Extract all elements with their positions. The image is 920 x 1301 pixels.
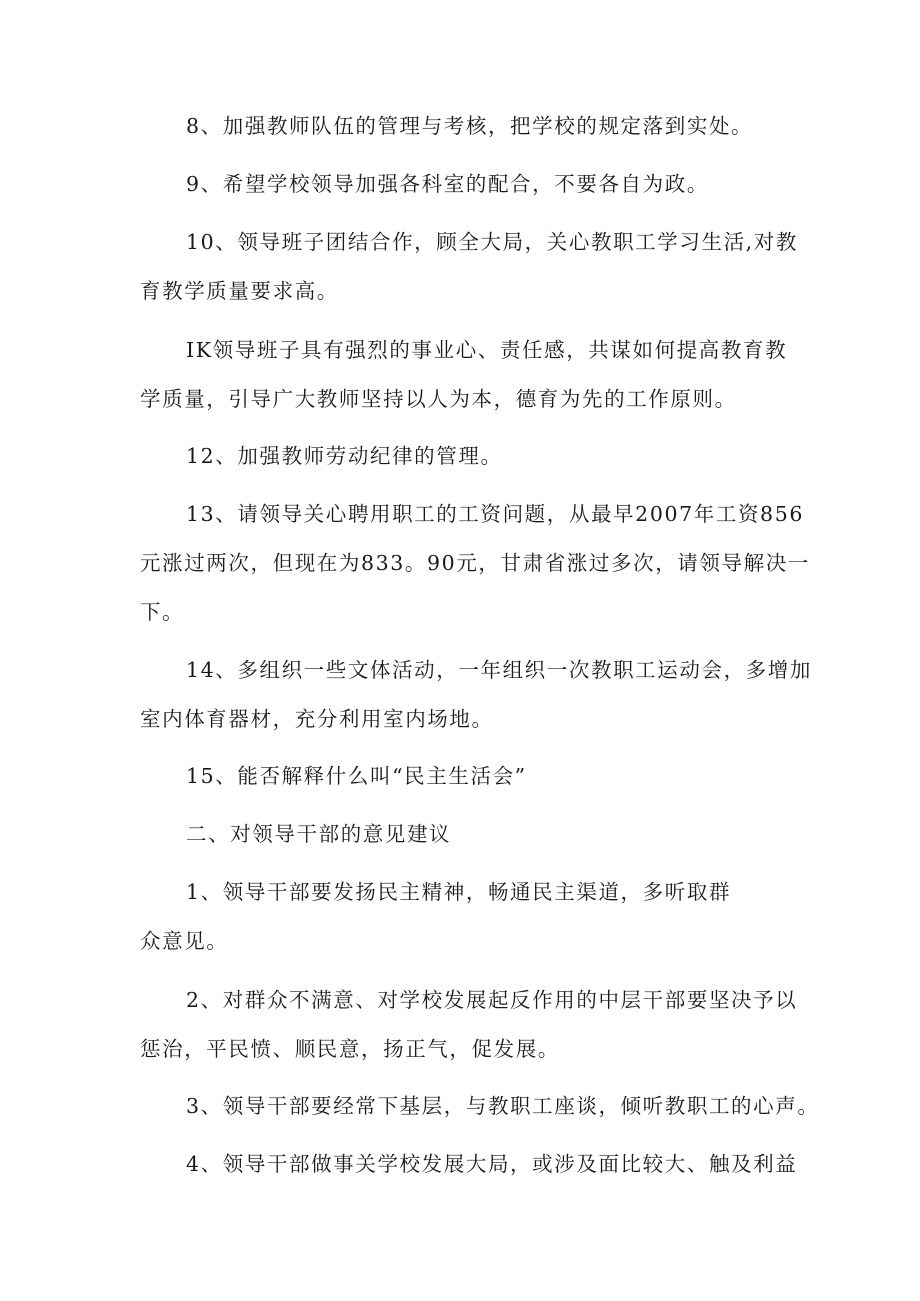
paragraph-line: 室内体育器材，充分利用室内场地。 bbox=[140, 707, 494, 731]
paragraph-item-10 bbox=[140, 230, 798, 303]
paragraph-s2-item-4 bbox=[186, 1152, 797, 1176]
paragraph-line: 8、加强教师队伍的管理与考核，把学校的规定落到实处。 bbox=[186, 114, 754, 138]
paragraph-s2-item-2 bbox=[140, 988, 798, 1061]
paragraph-line: 下。 bbox=[140, 600, 185, 624]
paragraph-line: 3、领导干部要经常下基层，与教职工座谈，倾听教职工的心声。 bbox=[186, 1094, 820, 1118]
paragraph-line: 众意见。 bbox=[140, 929, 229, 953]
paragraph-s2-item-1 bbox=[140, 880, 732, 953]
paragraph-line: 惩治，平民愤、顺民意，扬正气，促发展。 bbox=[140, 1037, 560, 1061]
paragraph-item-11 bbox=[140, 338, 788, 411]
paragraph-line: 9、希望学校领导加强各科室的配合，不要各自为政。 bbox=[186, 172, 709, 196]
paragraph-line: 14、多组织一些文体活动，一年组织一次教职工运动会，多增加 bbox=[186, 658, 812, 682]
section-2-heading bbox=[186, 822, 451, 846]
paragraph-line: 育教学质量要求高。 bbox=[140, 279, 339, 303]
heading-line: 二、对领导干部的意见建议 bbox=[186, 822, 452, 846]
paragraph-line: 13、请领导关心聘用职工的工资问题，从最早2007年工资856 bbox=[186, 502, 804, 526]
paragraph-item-12 bbox=[186, 444, 503, 468]
paragraph-s2-item-3 bbox=[186, 1094, 819, 1118]
paragraph-item-13 bbox=[140, 502, 810, 624]
paragraph-line: 2、对群众不满意、对学校发展起反作用的中层干部要坚决予以 bbox=[186, 988, 798, 1012]
paragraph-line: 12、加强教师劳动纪律的管理。 bbox=[186, 444, 503, 468]
paragraph-item-9 bbox=[186, 172, 709, 196]
paragraph-line: 学质量，引导广大教师坚持以人为本，德育为先的工作原则。 bbox=[140, 387, 737, 411]
paragraph-line: 1、领导干部要发扬民主精神，畅通民主渠道，多听取群 bbox=[186, 880, 732, 904]
paragraph-line: 15、能否解释什么叫“民主生活会” bbox=[186, 764, 527, 788]
paragraph-item-14 bbox=[140, 658, 812, 731]
paragraph-item-15 bbox=[186, 764, 527, 788]
paragraph-item-8 bbox=[186, 114, 753, 138]
paragraph-line: IK领导班子具有强烈的事业心、责任感，共谋如何提高教育教 bbox=[186, 338, 788, 362]
paragraph-line: 元涨过两次，但现在为833。90元，甘肃省涨过多次，请领导解决一 bbox=[140, 551, 810, 575]
paragraph-line: 4、领导干部做事关学校发展大局，或涉及面比较大、触及利益 bbox=[186, 1152, 798, 1176]
paragraph-line: 10、领导班子团结合作，顾全大局，关心教职工学习生活,对教 bbox=[186, 230, 798, 254]
